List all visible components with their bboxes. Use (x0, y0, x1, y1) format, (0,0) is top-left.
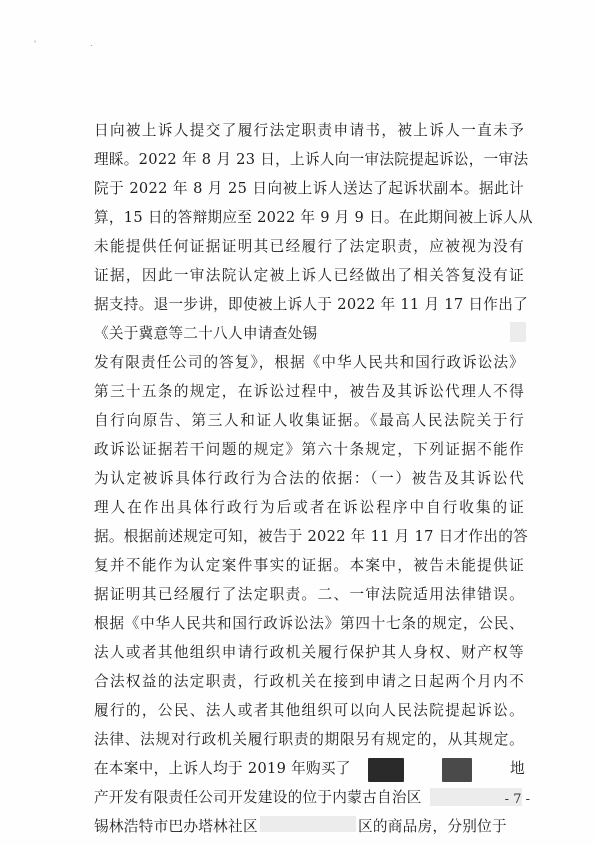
redaction-block (368, 758, 404, 782)
body-line-13: 为认定被诉具体行政行为合法的依据：（一）被告及其诉讼代 (94, 470, 524, 487)
body-line-7: 据支持。退一步讲，即使被上诉人于 2022 年 11 月 17 日作出了 (94, 296, 528, 313)
body-line-16: 复并不能作为认定案件事实的证据。本案中，被告未能提供证 (94, 557, 524, 574)
page-number: - 7 - (504, 792, 530, 807)
body-line-11: 自行向原告、第三人和证人收集证据。《最高人民法院关于行 (94, 412, 524, 429)
redaction-smudge (260, 816, 356, 832)
body-line-12: 政诉讼证据若干问题的规定》第六十条规定，下列证据不能作 (94, 441, 524, 458)
body-line-3: 院于 2022 年 8 月 25 日向被上诉人送达了起诉状副本。据此计 (94, 180, 524, 197)
body-line-2: 理睬。2022 年 8 月 23 日，上诉人向一审法院提起诉讼，一审法 (94, 151, 529, 168)
body-line-10: 第三十五条的规定，在诉讼过程中，被告及其诉讼代理人不得 (94, 383, 524, 400)
body-line-1: 日向被上诉人提交了履行法定职责申请书，被上诉人一直未予 (94, 122, 524, 139)
body-line-15: 据。根据前述规定可知，被告于 2022 年 11 月 17 日才作出的答 (94, 528, 528, 545)
scan-specks: ' . (34, 40, 119, 48)
redaction-smudge (510, 322, 526, 342)
body-line-25: 锡林浩特市巴办塔林社区 (94, 818, 258, 835)
body-line-20: 合法权益的法定职责，行政机关在接到申请之日起两个月内不 (94, 673, 524, 690)
body-line-9: 发有限责任公司的答复》，根据《中华人民共和国行政诉讼法》 (94, 354, 524, 371)
body-line-4: 算，15 日的答辩期应至 2022 年 9 月 9 日。在此期间被上诉人从 (94, 209, 533, 226)
body-line-14: 理人在作出具体行政行为后或者在诉讼程序中自行收集的证 (94, 499, 524, 516)
body-line-23: 在本案中，上诉人均于 2019 年购买了 (94, 760, 351, 777)
body-line-22: 法律、法规对行政机关履行职责的期限另有规定的，从其规定。 (94, 731, 524, 748)
body-line-26: 区的商品房，分别位于 (358, 818, 507, 835)
body-line-17: 据证明其已经履行了法定职责。二、一审法院适用法律错误。 (94, 586, 524, 603)
body-line-21: 履行的，公民、法人或者其他组织可以向人民法院提起诉讼。 (94, 702, 524, 719)
body-line-23-tail: 地 (510, 760, 525, 777)
body-line-24: 产开发有限责任公司开发建设的位于内蒙古自治区 (94, 789, 422, 806)
redaction-block (442, 758, 472, 782)
body-line-5: 未能提供任何证据证明其已经履行了法定职责，应被视为没有 (94, 238, 524, 255)
body-line-8: 《关于冀意等二十八人申请查处锡 (94, 325, 318, 342)
body-line-18: 根据《中华人民共和国行政诉讼法》第四十七条的规定，公民、 (94, 615, 524, 632)
body-line-19: 法人或者其他组织申请行政机关履行保护其人身权、财产权等 (94, 644, 524, 661)
body-line-6: 证据，因此一审法院认定被上诉人已经做出了相关答复没有证 (94, 267, 524, 284)
